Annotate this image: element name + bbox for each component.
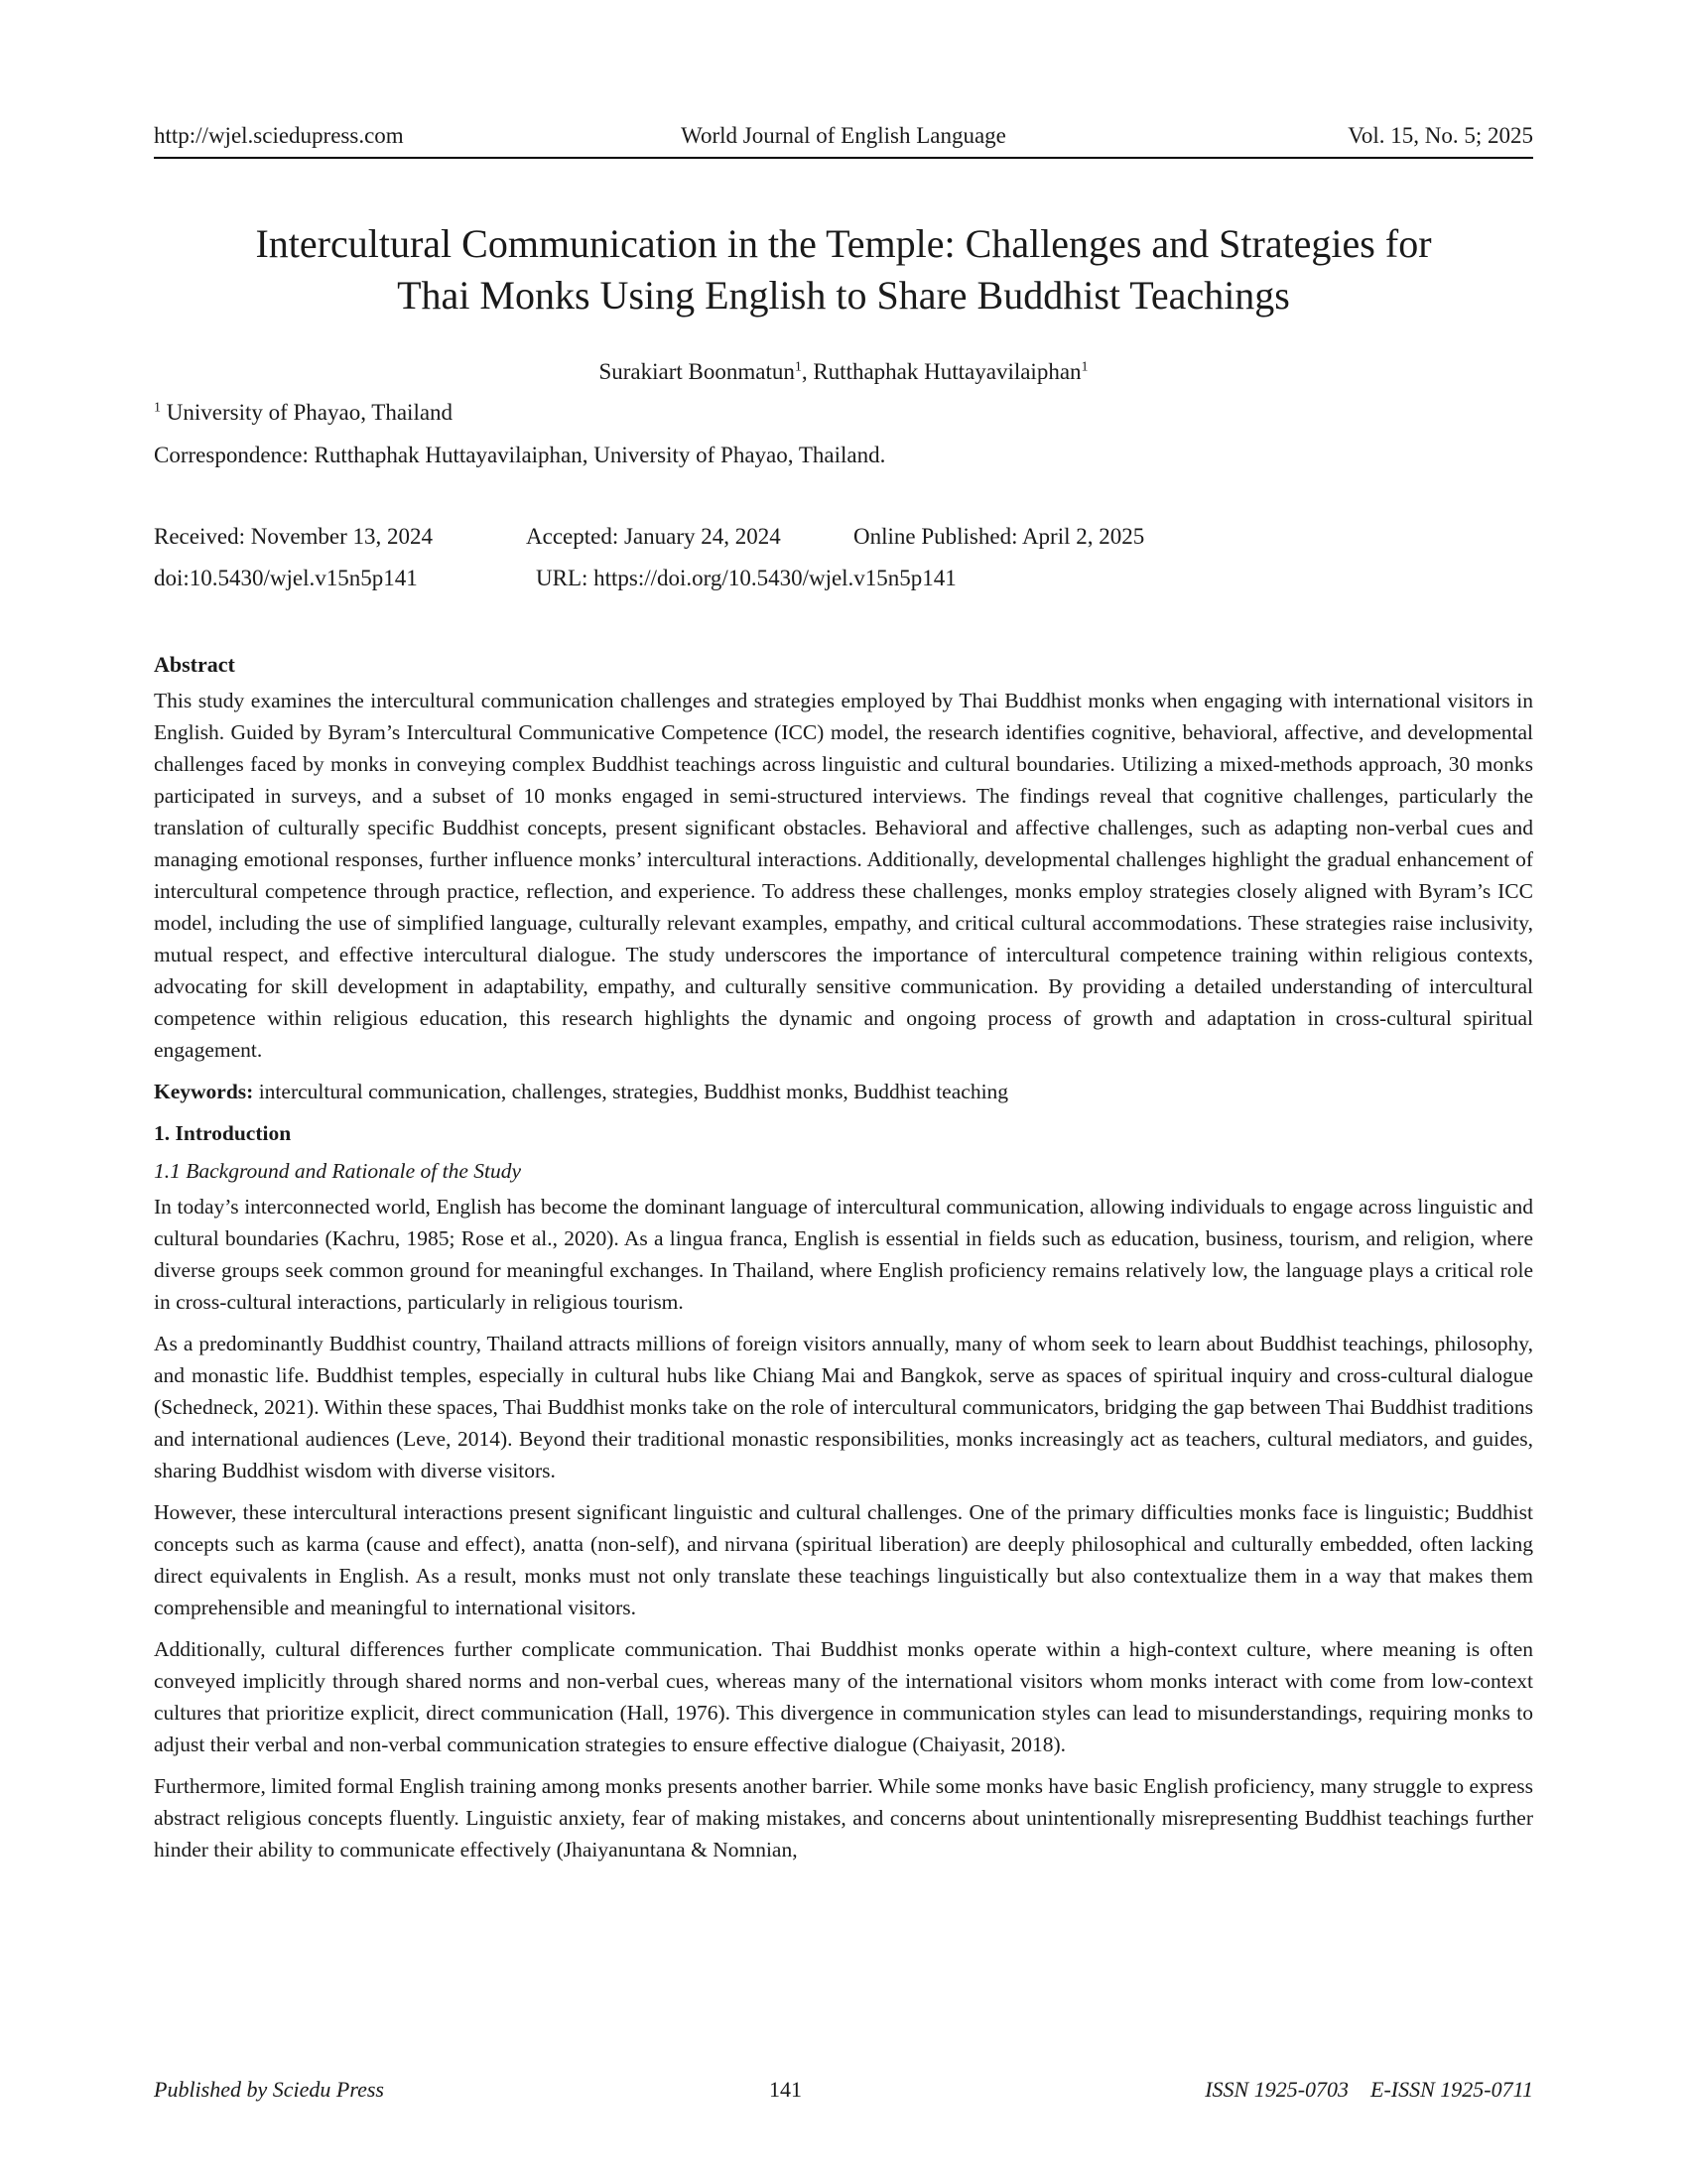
paragraph: As a predominantly Buddhist country, Thailand attracts millions of foreign visitors annually, many of whom seek to learn about Buddhist teachings, philosophy, and monastic life. Buddhist temples, especially in cultural hubs like Chiang Mai and Bangkok, serve as spaces of spiritual inquiry and cross-cultural dialogue (Schedneck, 2021). Within these spaces, Thai Buddhist monks take on the role of intercultural communicators, bridging the gap between Thai Buddhist traditions and international audiences (Leve, 2014). Beyond their traditional monastic responsibilities, monks increasingly act as teachers, cultural mediators, and guides, sharing Buddhist wisdom with diverse visitors. [154, 1332, 1533, 1482]
published-date: Online Published: April 2, 2025 [853, 524, 1145, 549]
author-separator: , [801, 359, 814, 384]
paper-title [154, 218, 1533, 321]
abstract-text: This study examines the intercultural communication challenges and strategies employed by Thai Buddhist monks when engaging with international visitors in English. Guided by Byram’s Intercultural Communicative Competence (ICC) model, the research identifies cognitive, behavioral, affective, and developmental challenges faced by monks in conveying complex Buddhist teachings across linguistic and cultural boundaries. Utilizing a mixed-methods approach, 30 monks participated in surveys, and a subset of 10 monks engaged in semi-structured interviews. The findings reveal that cognitive challenges, particularly the translation of culturally specific Buddhist concepts, present significant obstacles. Behavioral and affective challenges, such as adapting non-verbal cues and managing emotional responses, further influence monks’ intercultural interactions. Additionally, developmental challenges highlight the gradual enhancement of intercultural competence through practice, reflection, and experience. To address these challenges, monks employ strategies closely aligned with Byram’s ICC model, including the use of simplified language, culturally relevant examples, empathy, and critical cultural accommodations. These strategies raise inclusivity, mutual respect, and effective intercultural dialogue. The study underscores the importance of intercultural competence training within religious contexts, advocating for skill development in adaptability, empathy, and culturally sensitive communication. By providing a detailed understanding of intercultural competence within religious education, this research highlights the dynamic and ongoing process of growth and adaptation in cross-cultural spiritual engagement. [154, 689, 1533, 1062]
journal-name: World Journal of English Language [681, 123, 1006, 148]
affiliation [154, 400, 453, 426]
title-line-2: Thai Monks Using English to Share Buddhist Teachings [397, 273, 1290, 318]
publisher: Published by Sciedu Press [154, 2077, 384, 2102]
correspondence: Correspondence: Rutthaphak Huttayavilaiphan, University of Phayao, Thailand. [154, 443, 886, 467]
abstract-heading: Abstract [154, 652, 235, 677]
affiliation-mark: 1 [154, 400, 161, 416]
keywords-text: intercultural communication, challenges, strategies, Buddhist monks, Buddhist teaching [253, 1080, 1009, 1103]
affiliation-text: University of Phayao, Thailand [166, 400, 454, 425]
author-2: Rutthaphak Huttayavilaiphan [813, 359, 1082, 384]
keywords [154, 1076, 1533, 1107]
doi-url[interactable]: URL: https://doi.org/10.5430/wjel.v15n5p141 [536, 566, 957, 590]
author-2-affil-mark: 1 [1081, 359, 1089, 375]
author-1-affil-mark: 1 [794, 359, 802, 375]
paragraph: Additionally, cultural differences further complicate communication. Thai Buddhist monks operate within a high-context culture, where meaning is often conveyed implicitly through shared norms and non-verbal cues, whereas many of the international visitors whom monks interact with come from low-context cultures that prioritize explicit, direct communication (Hall, 1976). This divergence in communication styles can lead to misunderstandings, requiring monks to adjust their verbal and non-verbal communication strategies to ensure effective dialogue (Chaiyasit, 2018). [154, 1637, 1533, 1756]
received-date: Received: November 13, 2024 [154, 524, 434, 549]
subsection-heading: 1.1 Background and Rationale of the Study [154, 1159, 522, 1183]
running-header [154, 123, 1533, 159]
title-line-1: Intercultural Communication in the Temple: Challenges and Strategies for [255, 221, 1432, 266]
paragraph: However, these intercultural interactions present significant linguistic and cultural challenges. One of the primary difficulties monks face is linguistic; Buddhist concepts such as karma (cause and effect), anatta (non-self), and nirvana (spiritual liberation) are deeply philosophical and culturally embedded, often lacking direct equivalents in English. As a result, monks must not only translate these teachings linguistically but also contextualize them in a way that makes them comprehensible and meaningful to international visitors. [154, 1500, 1533, 1619]
keywords-label: Keywords: [154, 1080, 254, 1103]
paragraph: Furthermore, limited formal English training among monks presents another barrier. While some monks have basic English proficiency, many struggle to express abstract religious concepts fluently. Linguistic anxiety, fear of making mistakes, and concerns about unintentionally misrepresenting Buddhist teachings further hinder their ability to communicate effectively (Jhaiyanuntana & Nomnian, [154, 1774, 1533, 1862]
author-list [154, 359, 1533, 385]
journal-url[interactable]: http://wjel.sciedupress.com [154, 123, 404, 148]
issn: ISSN 1925-0703 E-ISSN 1925-0711 [1205, 2077, 1533, 2102]
doi[interactable]: doi:10.5430/wjel.v15n5p141 [154, 566, 418, 590]
article-body [154, 649, 1533, 1875]
page-number: 141 [769, 2077, 802, 2102]
paragraph: In today’s interconnected world, English has become the dominant language of intercultural communication, allowing individuals to engage across linguistic and cultural boundaries (Kachru, 1985; Rose et al., 2020). As a lingua franca, English is essential in fields such as education, business, tourism, and religion, where diverse groups seek common ground for meaningful exchanges. In Thailand, where English proficiency remains relatively low, the language plays a critical role in cross-cultural interactions, particularly in religious tourism. [154, 1195, 1533, 1314]
accepted-date: Accepted: January 24, 2024 [526, 524, 781, 549]
volume-info: Vol. 15, No. 5; 2025 [1348, 123, 1533, 148]
author-1: Surakiart Boonmatun [598, 359, 795, 384]
section-heading: 1. Introduction [154, 1121, 292, 1145]
